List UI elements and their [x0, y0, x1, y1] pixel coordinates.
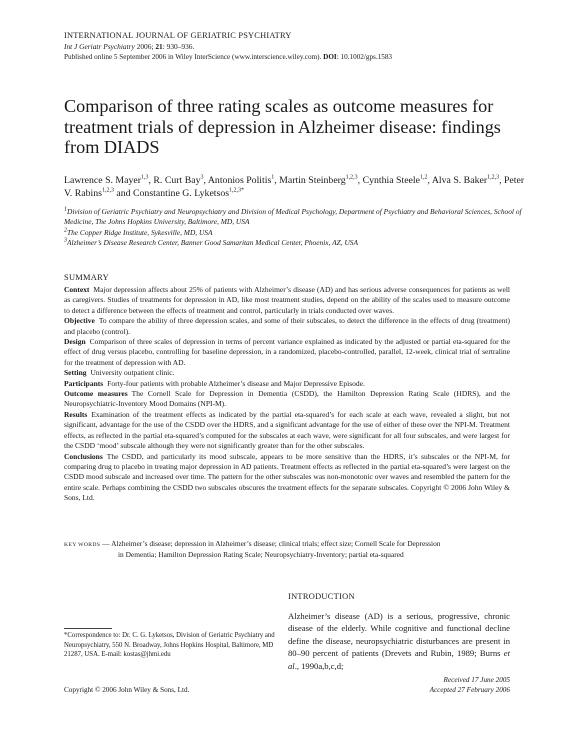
affiliation	[64, 238, 534, 248]
keywords	[64, 539, 510, 561]
section-label: Setting	[64, 368, 87, 378]
author-affil-sup: 1,3	[140, 174, 149, 181]
summary-section	[64, 316, 510, 337]
section-text: To compare the ability of three depression scales, and some of their subscales, to detect the difference in the effects of drug (treatment) and placebo (control).	[64, 316, 510, 336]
author-affil-sup: 1,2	[419, 174, 428, 181]
author-name: Martin Steinberg	[279, 175, 346, 186]
footnote-rule	[64, 628, 112, 629]
author-sep: ,	[203, 175, 208, 186]
author-name: Alva S. Baker	[431, 175, 488, 186]
doi-value: : 10.1002/gps.1583	[336, 53, 393, 61]
author-affil-sup: 3	[200, 174, 204, 181]
author-name: R. Curt Bay	[153, 175, 201, 186]
section-text: University outpatient clinic.	[90, 368, 175, 378]
author-affil-sup: 1,2,3	[345, 174, 358, 181]
author-name: Antonios Politis	[207, 175, 272, 186]
citation-year: 2006;	[134, 42, 156, 51]
article-title: Comparison of three rating scales as outcome measures for treatment trials of depression in Alzheimer disease: findings from DIADS	[64, 96, 501, 157]
received-dates	[360, 676, 510, 695]
author-affil-sup: 1,2,3*	[229, 187, 245, 194]
affiliations	[64, 207, 534, 249]
section-text: The Cornell Scale for Depression in Dementia (CSDD), the Hamilton Depression Rating Scale (HDRS), and the Neuropsychiatric-Inventory Mood Domains (NPI-M).	[64, 389, 511, 409]
affiliation-text: Division of Geriatric Psychiatry and Neuropsychiatry and Division of Medical Psychology, Department of Psychiatry and Behavioral Sciences, School of Medicine, The Johns Hopkins University, Baltimore, MD, USA	[64, 207, 522, 227]
author	[133, 188, 244, 199]
author-name: Constantine G. Lyketsos	[132, 188, 230, 199]
published-line	[64, 52, 504, 63]
citation-line	[64, 41, 504, 52]
affiliation-text: Alzheimer’s Disease Research Center, Banner Good Samaritan Medical Center, Phoenix, AZ, USA	[67, 238, 358, 248]
author	[64, 175, 153, 186]
doi-label: DOI	[323, 53, 337, 61]
affiliation-sup: 2	[64, 227, 67, 234]
intro-etal: et al	[288, 648, 510, 671]
section-text: Comparison of three scales of depression in terms of percent variance explained as indicated by the adjusted or partial eta-squared for the effect of drug versus placebo, controlling for baseline depression, in a randomized, placebo-controlled, parallel, 12-week, clinical trial of sertraline for the treatment of depression with AD.	[64, 337, 510, 367]
section-label: Conclusions	[64, 451, 103, 461]
author	[279, 175, 362, 186]
correspondence-footnote: *Correspondence to: Dr. C. G. Lyketsos, Division of Geriatric Psychiatry and Neuropsychiatry, 550 N. Broadway, Johns Hopkins Hospital, Baltimore, MD 21287, USA. E-mail: kostas@jhmi.edu	[64, 632, 275, 659]
footer-copyright: Copyright © 2006 John Wiley & Sons, Ltd.	[64, 686, 190, 694]
section-label: Participants	[64, 378, 104, 388]
summary-section	[64, 389, 510, 410]
journal-name: INTERNATIONAL JOURNAL OF GERIATRIC PSYCHIATRY	[64, 31, 292, 40]
intro-text: Alzheimer’s disease (AD) is a serious, progressive, chronic disease of the elderly. While cognitive and functional decline define the disease, neuropsychiatric disturbances are present in 80–90 percent of patients (Drevets and Rubin, 1989; Burns	[288, 611, 510, 659]
author-affil-sup: 1,2,3	[487, 174, 500, 181]
author-sep: ,	[274, 175, 280, 186]
summary-section	[64, 368, 510, 378]
affiliation	[64, 207, 534, 228]
introduction-body	[288, 610, 510, 672]
author-name: Peter V. Rabins	[64, 175, 525, 199]
author-sep: and	[113, 188, 133, 199]
author	[208, 175, 279, 186]
published-text: Published online 5 September 2006 in Wiley InterScience (www.interscience.wiley.com).	[64, 53, 324, 61]
section-label: Objective	[64, 316, 95, 326]
affiliation-sup: 3	[64, 237, 67, 244]
section-text: The CSDD, and particularly its mood subscale, appears to be more sensitive than the HDRS, it’s subscales or the NPI-M, for comparing drug to placebo in treating major depression in AD patients. Treatment effects as reflected in the partial eta-squared’s were largest on the CSDD mood subscale and increased over time. The pattern for the other subscales was non-monotonic over waves and resembled the pattern for the entire scale. Perhaps combining the CSDD two subscales obscures the treatment effects for the separate subscales. Copyright © 2006 John Wiley & Sons, Ltd.	[64, 451, 510, 503]
citation-pages: : 930–936.	[162, 42, 195, 51]
author	[153, 175, 207, 186]
section-text: Examination of the treatment effects as indicated by the partial eta-squared’s for each scale at each wave, revealed a slight, but not significant, advantage for the use of the CSDD over the HDRS, and a significant advantage for the use of either of these over the NPI-M. Treatment effects, as reflected in the partial eta-squared’s computed for the subscales at each wave, were significant for all four subscales, and were largest for the CSDD ‘mood’ subscale although they were not significantly greater than for the other subscales.	[64, 409, 510, 451]
section-label: Context	[64, 285, 90, 294]
affiliation-text: The Copper Ridge Institute, Sykesville, MD, USA	[67, 227, 213, 237]
summary-section	[64, 285, 510, 316]
citation-journal: Int J Geriatr Psychiatry	[64, 42, 135, 51]
summary-section	[64, 410, 510, 452]
author	[432, 175, 504, 186]
summary-section	[64, 379, 510, 389]
section-text: Major depression affects about 25% of patients with Alzheimer’s disease (AD) and has serious adverse consequences for patients as well as caregivers. Studies of treatments for depression in AD, like most treatment studies, depend on the ability of the scales used to measure outcome to detect a difference between the effects of treatment and control, particularly in trials conducted over waves.	[64, 285, 510, 315]
author	[363, 175, 432, 186]
section-label: Results	[64, 409, 88, 419]
author-affil-sup: 1	[271, 174, 275, 181]
received-date: Received 17 June 2005	[443, 676, 510, 684]
summary-heading: SUMMARY	[64, 273, 109, 282]
intro-text-after: ., 1990a,b,c,d;	[294, 660, 344, 671]
summary-section	[64, 452, 510, 504]
author-list	[64, 174, 534, 200]
author-sep: ,	[148, 175, 154, 186]
author-affil-sup: 1,2,3	[101, 187, 114, 194]
citation-volume: 21	[155, 42, 163, 51]
keywords-line-2: in Dementia; Hamilton Depression Rating Scale; Neuropsychiatry-Inventory; partial eta-squared	[118, 550, 404, 560]
author-sep: ,	[427, 175, 432, 186]
accepted-date: Accepted 27 February 2006	[429, 685, 510, 694]
author-name: Cynthia Steele	[362, 175, 420, 186]
keywords-dash: —	[100, 539, 112, 548]
keywords-line	[64, 539, 510, 550]
summary-body	[64, 285, 510, 504]
affiliation-sup: 1	[64, 206, 67, 213]
affiliation	[64, 228, 534, 238]
journal-header	[64, 30, 504, 63]
author-sep: ,	[499, 175, 504, 186]
introduction-paragraph	[288, 610, 510, 672]
author-name: Lawrence S. Mayer	[64, 175, 141, 186]
keywords-text: Alzheimer’s disease; depression in Alzheimer’s disease; clinical trials; effect size; Cornell Scale for Depression	[111, 539, 441, 548]
section-label: Design	[64, 337, 86, 347]
introduction-heading: INTRODUCTION	[288, 592, 355, 601]
summary-section	[64, 337, 510, 368]
keywords-label: KEY WORDS	[64, 542, 101, 548]
section-text: Forty-four patients with probable Alzheimer’s disease and Major Depressive Episode.	[107, 378, 365, 388]
author-sep: ,	[357, 175, 363, 186]
section-label: Outcome measures	[64, 389, 128, 399]
